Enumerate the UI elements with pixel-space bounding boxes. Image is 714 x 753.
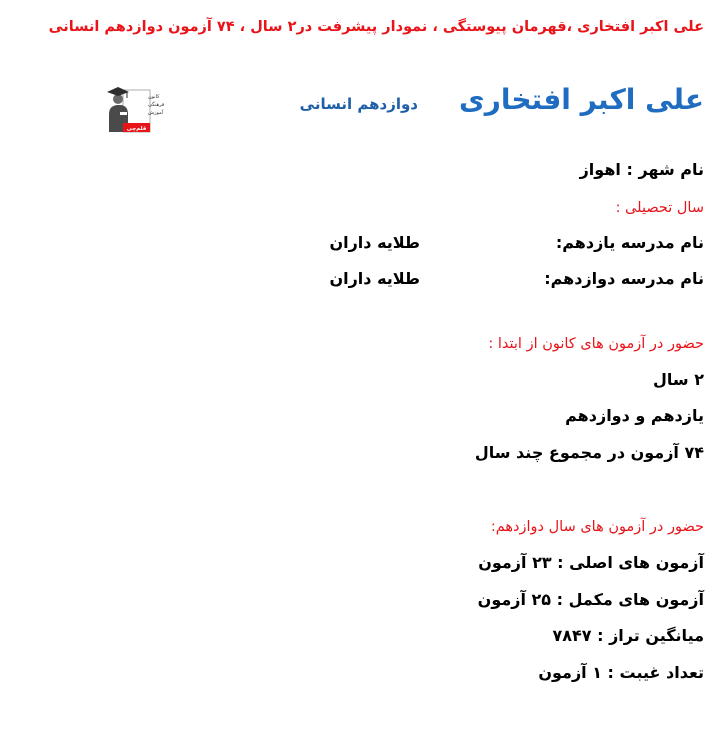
average-score-line: میانگین تراز : ۷۸۴۷ — [552, 626, 704, 645]
logo-badge-text: قلم‌چی — [126, 126, 147, 132]
kanoon-logo — [106, 84, 165, 134]
page-headline: علی اکبر افتخاری ،قهرمان پیوستگی ، نمودار پیشرفت در۲ سال ، ۷۴ آزمون دوازدهم انسانی — [48, 19, 704, 35]
main-exams-line: آزمون های اصلی : ۲۳ آزمون — [478, 553, 704, 572]
logo-text-line-1: کانون — [148, 94, 160, 100]
logo-text-line-3: آموزش — [148, 110, 164, 116]
attendance-total-heading: حضور در آزمون های کانون از ابتدا : — [488, 336, 704, 352]
attendance-total-line: یازدهم و دوازدهم — [565, 406, 704, 425]
student-name: علی اکبر افتخاری — [459, 83, 704, 116]
school-11-label: نام مدرسه یازدهم: — [555, 233, 704, 252]
graduate-icon — [106, 84, 165, 134]
attendance-total-line: ۷۴ آزمون در مجموع چند سال — [474, 443, 704, 462]
academic-year-label: سال تحصیلی : — [615, 200, 704, 216]
attendance-grade12-heading: حضور در آزمون های سال دوازدهم: — [490, 519, 704, 535]
supplementary-exams-line: آزمون های مکمل : ۲۵ آزمون — [477, 590, 704, 609]
city-line: نام شهر : اهواز — [579, 160, 704, 179]
school-12-value: طلایه داران — [329, 269, 420, 288]
attendance-total-line: ۲ سال — [653, 370, 704, 389]
logo-text-line-2: فرهنگی — [148, 102, 165, 108]
school-11-value: طلایه داران — [329, 233, 420, 252]
school-12-label: نام مدرسه دوازدهم: — [544, 269, 704, 288]
absences-line: تعداد غیبت : ۱ آزمون — [538, 663, 704, 682]
grade-label: دوازدهم انسانی — [299, 95, 418, 113]
